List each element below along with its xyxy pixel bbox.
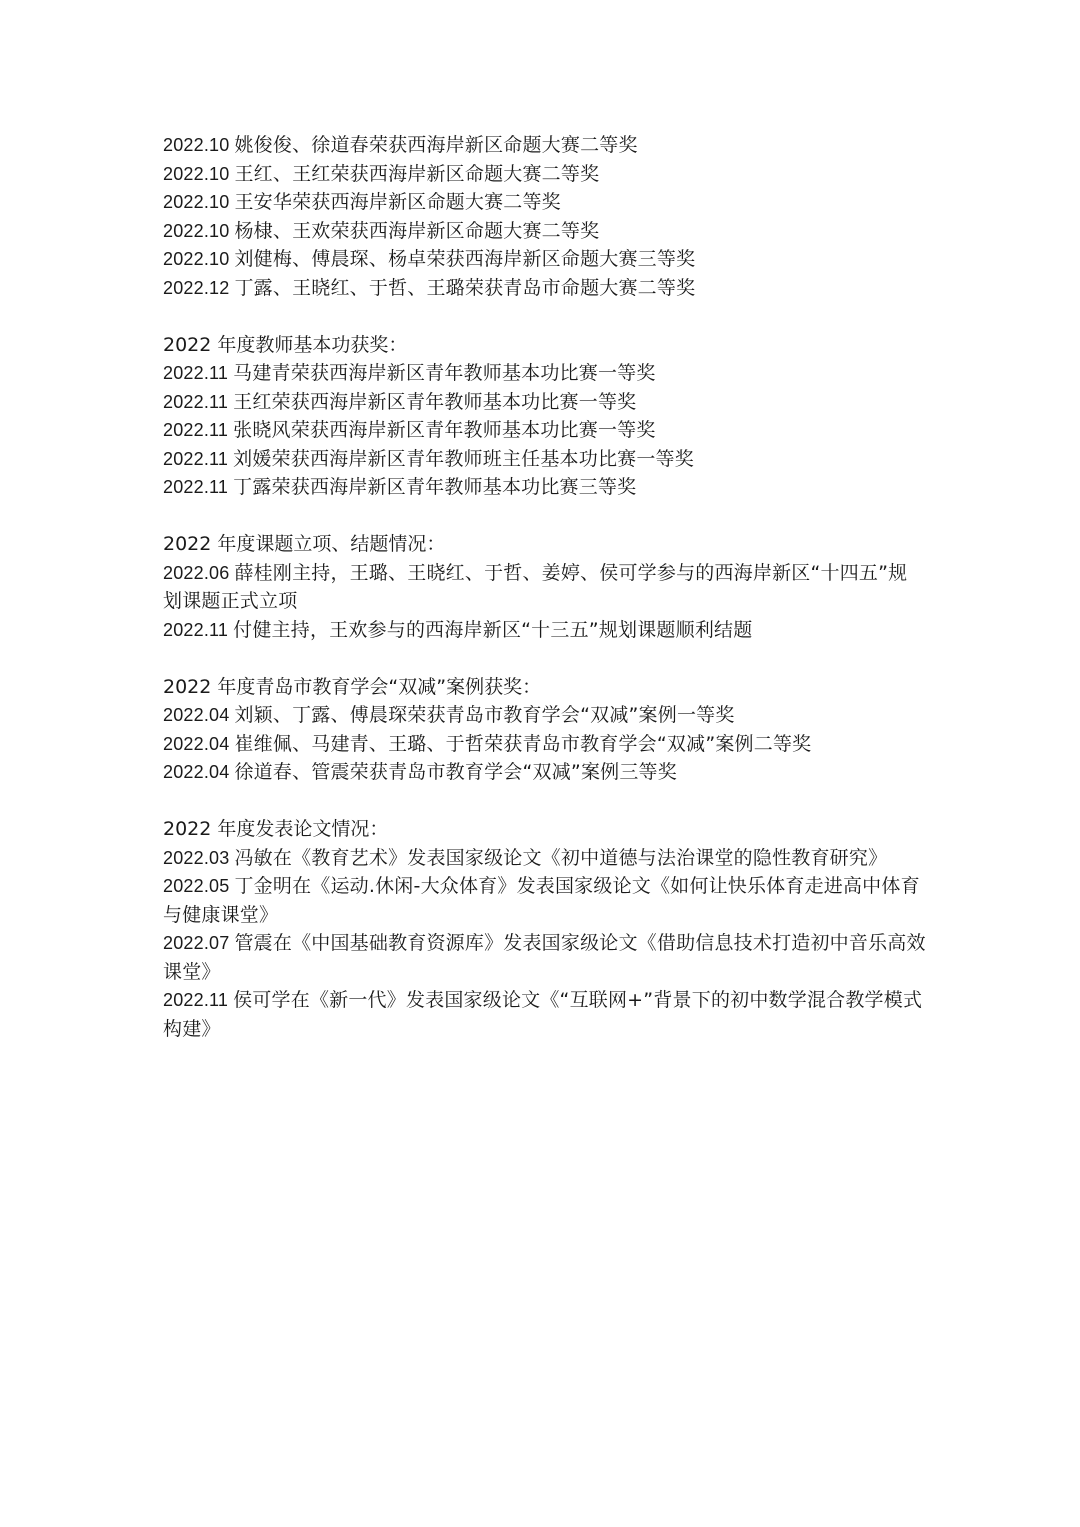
section-double-reduction-cases [163,673,923,787]
list-item: 2022.10 杨棣、王欢荣获西海岸新区命题大赛二等奖 [163,219,600,242]
list-item: 2022.11 侯可学在《新一代》发表国家级论文《“互联网+”背景下的初中数学混合教学模式 [163,989,923,1011]
list-item-continuation: 划课题正式立项 [163,590,298,612]
section-exam-awards [163,131,923,302]
spacer [163,644,923,673]
list-item: 2022.04 徐道春、管震荣获青岛市教育学会“双减”案例三等奖 [163,761,677,783]
list-item: 2022.11 马建青荣获西海岸新区青年教师基本功比赛一等奖 [163,362,656,384]
list-item: 2022.03 冯敏在《教育艺术》发表国家级论文《初中道德与法治课堂的隐性教育研究》 [163,846,888,869]
section-heading: 2022 年度教师基本功获奖： [163,333,408,356]
section-heading: 2022 年度青岛市教育学会“双减”案例获奖： [163,675,542,698]
list-item: 2022.11 王红荣获西海岸新区青年教师基本功比赛一等奖 [163,390,637,413]
list-item-continuation: 构建》 [163,1017,221,1040]
list-item: 2022.11 丁露荣获西海岸新区青年教师基本功比赛三等奖 [163,476,637,498]
list-item: 2022.10 刘健梅、傅晨琛、杨卓荣获西海岸新区命题大赛三等奖 [163,248,696,270]
list-item: 2022.10 姚俊俊、徐道春荣获西海岸新区命题大赛二等奖 [163,134,638,156]
list-item: 2022.12 丁露、王晓红、于哲、王璐荣获青岛市命题大赛二等奖 [163,276,696,299]
list-item: 2022.10 王安华荣获西海岸新区命题大赛二等奖 [163,191,561,213]
section-teacher-skills [163,331,923,502]
document-page [163,131,926,1043]
spacer [163,502,923,531]
list-item-continuation: 课堂》 [163,960,221,983]
list-item: 2022.11 刘媛荣获西海岸新区青年教师班主任基本功比赛一等奖 [163,447,694,470]
list-item: 2022.07 管震在《中国基础教育资源库》发表国家级论文《借助信息技术打造初中音乐高效 [163,932,926,954]
section-published-papers [163,815,926,1043]
section-heading: 2022 年度发表论文情况： [163,818,389,840]
list-item: 2022.11 付健主持，王欢参与的西海岸新区“十三五”规划课题顺利结题 [163,618,753,641]
list-item: 2022.10 王红、王红荣获西海岸新区命题大赛二等奖 [163,162,600,185]
section-heading: 2022 年度课题立项、结题情况： [163,533,446,555]
list-item: 2022.11 张晓风荣获西海岸新区青年教师基本功比赛一等奖 [163,419,656,441]
spacer [163,787,923,816]
spacer [163,302,923,331]
list-item-continuation: 与健康课堂》 [163,903,279,926]
list-item: 2022.04 刘颖、丁露、傅晨琛荣获青岛市教育学会“双减”案例一等奖 [163,704,735,726]
list-item: 2022.06 薛桂刚主持，王璐、王晓红、于哲、姜婷、侯可学参与的西海岸新区“十四五”规 [163,561,908,584]
section-research-projects [163,530,923,644]
list-item: 2022.05 丁金明在《运动.休闲-大众体育》发表国家级论文《如何让快乐体育走进高中体育 [163,875,920,897]
list-item: 2022.04 崔维佩、马建青、王璐、于哲荣获青岛市教育学会“双减”案例二等奖 [163,732,812,755]
